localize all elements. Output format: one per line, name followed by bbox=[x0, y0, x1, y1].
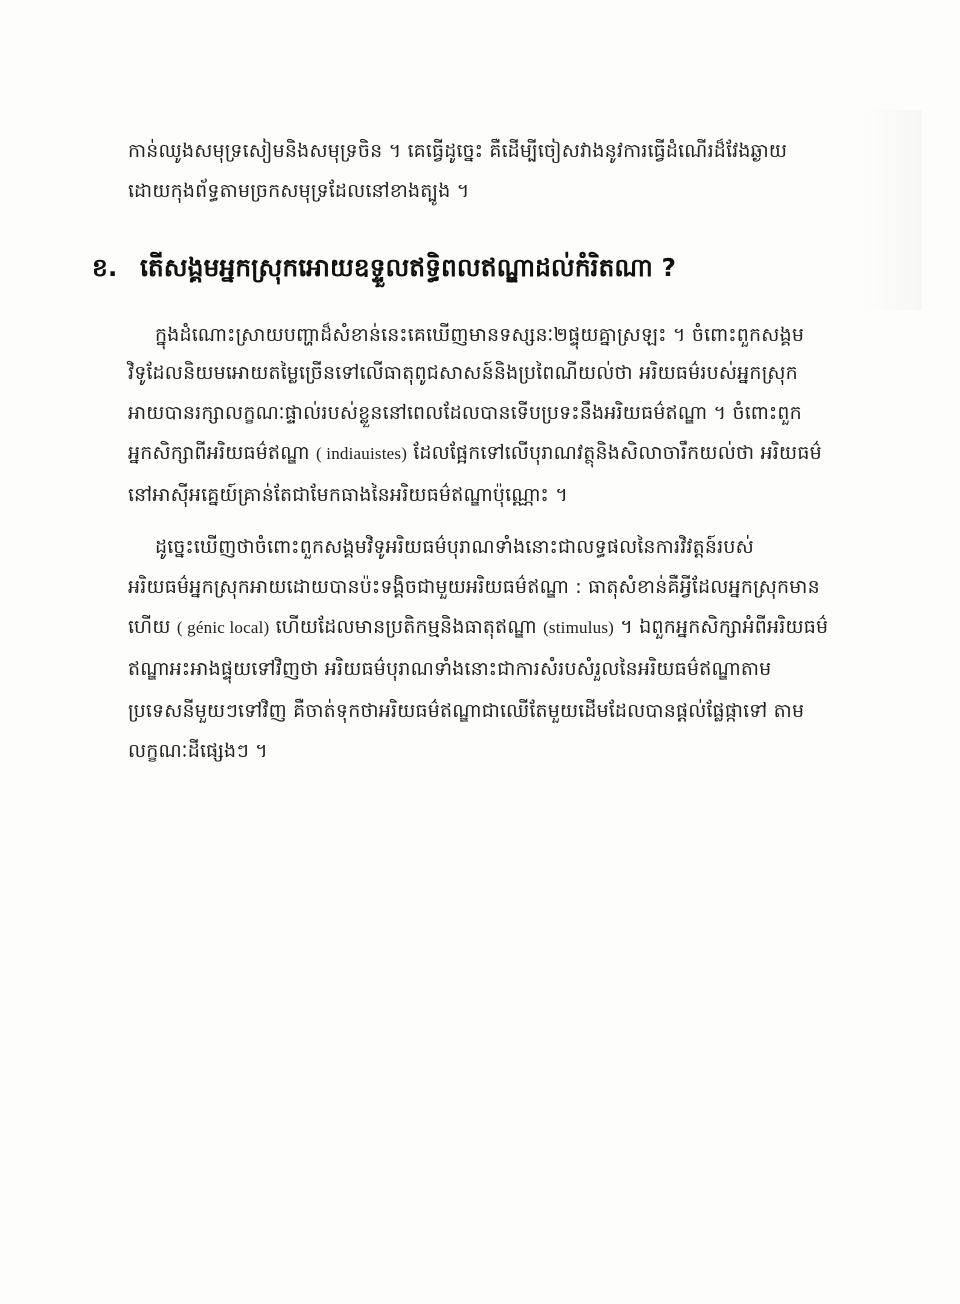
show-through-shadow bbox=[862, 110, 922, 310]
para-2-line-2: អរិយធម៌អ្នកស្រុកអាយដោយបានប៉ះទង្គិចជាមួយអរិយធម៌ឥណ្ឌា : ធាតុសំខាន់គឺអ្វីដែលអ្នកស្រុកមាន bbox=[128, 576, 820, 598]
para-1-line-4 bbox=[128, 438, 822, 469]
para-2-line-6: លក្ខណៈដីផ្សេងៗ ។ bbox=[128, 740, 268, 762]
para-2-line-4: ឥណ្ឌាអះអាងផ្ទុយទៅវិញថា អរិយធម៌បុរាណទាំងនោះជាការសំរបសំរួលនៃអរិយធម៌ឥណ្ឌាតាម bbox=[128, 658, 772, 680]
para-2-line-3 bbox=[128, 612, 828, 643]
intro-line-2: ដោយកុងព័ទ្ធតាមច្រកសមុទ្រដែលនៅខាងត្បូង ។ bbox=[128, 180, 470, 202]
section-number: ខ. bbox=[92, 253, 118, 282]
section-heading bbox=[92, 250, 676, 286]
para-1-line-3: អាយបានរក្សាលក្ខណៈផ្ទាល់របស់ខ្លួននៅពេលដែលបានទើបប្រទះនឹងអរិយធម៌ឥណ្ឌា ។ ចំពោះពួក bbox=[128, 402, 802, 424]
para-1-line-4-end: ដែលផ្អែកទៅលើបុរាណវត្ថុនិងសិលាចារឹកយល់ថា អរិយធម៌ bbox=[413, 442, 822, 464]
para-2-line-1: ដូច្នេះឃើញថាចំពោះពួកសង្គមវិទូអរិយធម៌បុរាណទាំងនោះជាលទ្ធផលនៃការវិវត្តន៍របស់ bbox=[155, 536, 754, 558]
para-2-latin-term-1: ( génic local) bbox=[176, 618, 270, 637]
intro-line-1: កាន់ឈូងសមុទ្រសៀមនិងសមុទ្រចិន ។ គេធ្វើដូច្នេះ គឺដើម្បីចៀសវាងនូវការធ្វើដំណើរដ៏វែងឆ្ងាយ bbox=[128, 140, 788, 162]
para-1-line-1: ក្នុងដំណោះស្រាយបញ្ហាដ៏សំខាន់នេះគេឃើញមានទស្សនៈ២ផ្ទុយគ្នាស្រឡះ ។ ចំពោះពួកសង្គម bbox=[155, 324, 805, 346]
para-2-line-3-middle: ហើយដែលមានប្រតិកម្មនិងធាតុឥណ្ឌា bbox=[275, 616, 537, 638]
section-title: តើសង្គមអ្នកស្រុកអោយឧទ្ទួលឥទ្ធិពលឥណ្ឌាដល់កំរិតណា ? bbox=[140, 253, 677, 282]
para-2-line-3-end: ។ ឯពួកអ្នកសិក្សាអំពីអរិយធម៌ bbox=[620, 616, 829, 638]
para-1-line-5: នៅអាស៊ីអគ្នេយ៍គ្រាន់តែជាមែកធាងនៃអរិយធម៌ឥណ្ឌាប៉ុណ្ណោះ ។ bbox=[128, 484, 568, 506]
para-1-latin-term: ( indiauistes) bbox=[315, 444, 408, 463]
para-1-line-4-start: អ្នកសិក្សាពីអរិយធម៌ឥណ្ឌា bbox=[128, 442, 310, 464]
para-2-latin-term-2: (stimulus) bbox=[543, 618, 615, 637]
para-2-line-5: ប្រទេសនីមួយៗទៅវិញ គឺចាត់ទុកថាអរិយធម៌ឥណ្ឌាជាឈើតែមួយដើមដែលបានផ្តល់ផ្លែផ្កាទៅ តាម bbox=[128, 700, 805, 722]
para-1-line-2: វិទូដែលនិយមអោយតម្លៃច្រើនទៅលើធាតុពូជសាសន៍និងប្រពៃណីយល់ថា អរិយធម៌របស់អ្នកស្រុក bbox=[128, 362, 798, 384]
para-2-line-3-start: ហើយ bbox=[128, 616, 171, 638]
